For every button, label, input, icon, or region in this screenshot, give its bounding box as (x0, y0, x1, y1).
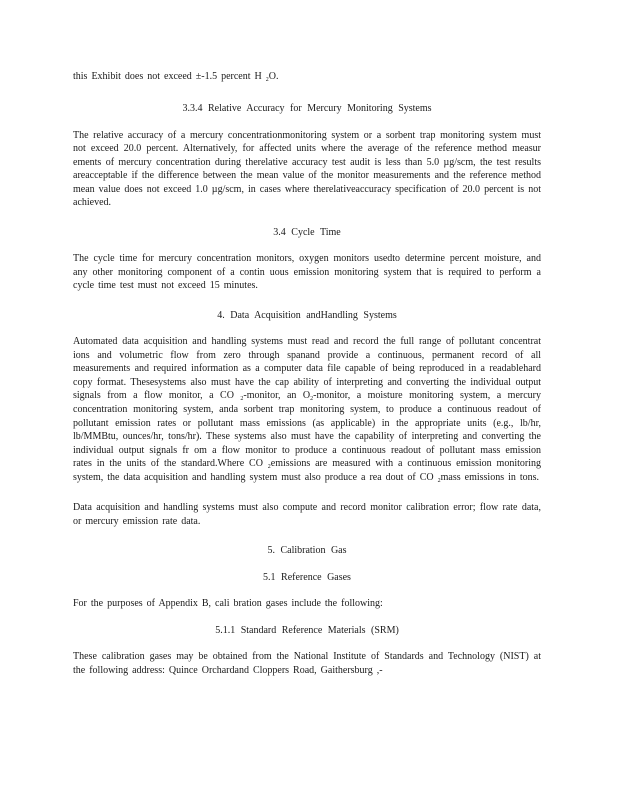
subscript: 2 (267, 464, 271, 471)
paragraph-relative-accuracy: The relative accuracy of a mercury concentrationmonitoring system or a sorbent trap monitoring system must not exceed 20.0 percent. Alternatively, for affected units where the average of the reference method measur ements of mercury concentration during therelative accuracy test audit is less than 5.0 µg/scm, the test results areacceptable if the difference between the mean value of the monitor measurements and the reference method mean value does not exceed 1.0 µg/scm, in cases where therelativeaccuracy specification of 20.0 percent is not achieved. (73, 129, 541, 209)
paragraph-reference-gases: For the purposes of Appendix B, cali bration gases include the following: (73, 598, 383, 610)
paragraph-data-acquisition: Automated data acquisition and handling systems must read and record the full range of pollutant concentrat ions and volumetric flow from zero through spanand provide a continuous, permanent record of all measurements and required information as a computer data file capable of being reproduced in a readablehard copy format. Thesesystems also must have the cap ability of interpreting and converting the individual output signals from a flow monitor, a CO $_2$-monitor, an $O_2$-monitor, a moisture monitoring system, a mercury concentration monitoring system, anda sorbent trap monitoring system, to produce a continuous readout of pollutant emission rates or pollutant mass emissions (as applicable) in the appropriate units (e.g., lb/hr, lb/MMBtu, ounces/hr, tons/hr). These systems also must have the capability of interpreting and converting the individual output signals fr om a flow monitor to produce a continuous readout of pollutant mass emission rates in the units of the standard.Where CO $_2$emissions are measured with a continuous emission monitoring system, the data acquisition and handling system must also produce a rea dout of CO $_2$mass emissions in tons. (73, 336, 542, 485)
subscript: 2 (437, 478, 441, 485)
paragraph-data-compute: Data acquisition and handling systems must also compute and record monitor calibration error; flow rate data, or mercury emission rate data. (73, 502, 541, 527)
heading-5: 5. Calibration Gas (267, 545, 347, 557)
document-page (73, 70, 541, 677)
subscript: 2 (310, 396, 314, 403)
subscript: 2 (265, 77, 269, 83)
paragraph-cycle-time: The cycle time for mercury concentration monitors, oxygen monitors usedto determine percent moisture, and any other monitoring component of a contin uous emission monitoring system that is required to perform a cycle time test must not exceed 15 minutes. (73, 253, 541, 292)
heading-4: 4. Data Acquisition andHandling Systems (217, 309, 397, 321)
heading-5-1: 5.1 Reference Gases (263, 571, 351, 583)
heading-5-1-1: 5.1.1 Standard Reference Materials (SRM) (215, 624, 399, 636)
heading-3-4: 3.4 Cycle Time (273, 226, 341, 238)
heading-3-3-4: 3.3.4 Relative Accuracy for Mercury Monitoring Systems (182, 103, 432, 115)
subscript: 2 (240, 396, 244, 403)
intro-line: this Exhibit does not exceed ±-1.5 percent H $_2$O. (73, 71, 279, 83)
paragraph-srm: These calibration gases may be obtained from the National Institute of Standards and Technology (NIST) at the following address: Quince Orchardand Cloppers Road, Gaithersburg ,- (73, 651, 541, 676)
